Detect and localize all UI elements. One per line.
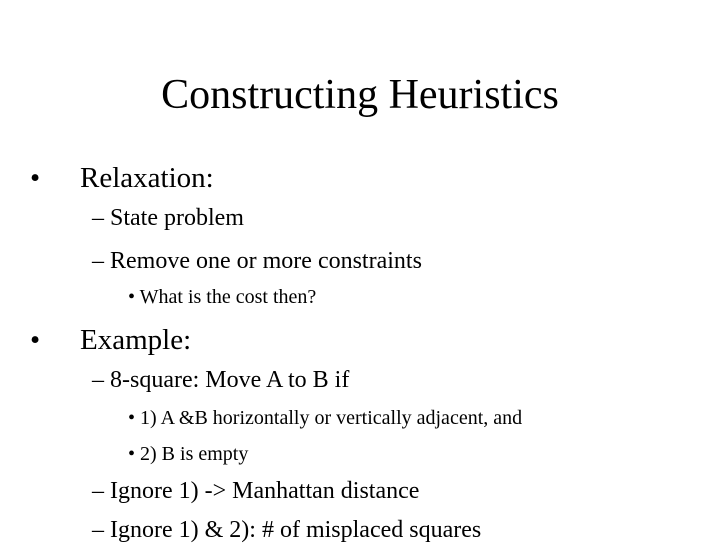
slide-title: Constructing Heuristics <box>161 72 559 118</box>
bullet-marker: – <box>92 205 104 231</box>
subsubbullet-cost <box>128 287 316 307</box>
bullet-text: 8-square: Move A to B if <box>110 367 350 393</box>
bullet-text: 1) A &B horizontally or vertically adjacent, and <box>140 407 523 429</box>
bullet-marker: • <box>30 324 41 356</box>
bullet-marker: – <box>92 478 104 504</box>
subsubbullet-empty <box>128 444 248 464</box>
bullet-text: Remove one or more constraints <box>110 248 422 274</box>
bullet-text: Relaxation: <box>80 162 214 194</box>
bullet-marker: • <box>128 443 136 465</box>
bullet-marker: – <box>92 517 104 543</box>
subbullet-manhattan <box>92 479 419 503</box>
bullet-text: Ignore 1) -> Manhattan distance <box>110 478 420 504</box>
bullet-text: Example: <box>80 324 192 356</box>
bullet-text: 2) B is empty <box>140 443 249 465</box>
bullet-marker: • <box>128 407 136 429</box>
bullet-marker: • <box>128 286 136 308</box>
subbullet-misplaced <box>92 518 481 542</box>
bullet-example <box>30 326 191 355</box>
subbullet-8-square <box>92 368 349 392</box>
subbullet-remove-constraints <box>92 249 422 273</box>
bullet-marker: • <box>30 162 41 194</box>
bullet-marker: – <box>92 248 104 274</box>
bullet-relaxation <box>30 164 214 193</box>
subsubbullet-adjacent <box>128 408 522 428</box>
bullet-text: What is the cost then? <box>139 286 317 308</box>
bullet-text: State problem <box>110 205 244 231</box>
subbullet-state-problem <box>92 206 244 230</box>
bullet-text: Ignore 1) & 2): # of misplaced squares <box>110 517 482 543</box>
bullet-marker: – <box>92 367 104 393</box>
